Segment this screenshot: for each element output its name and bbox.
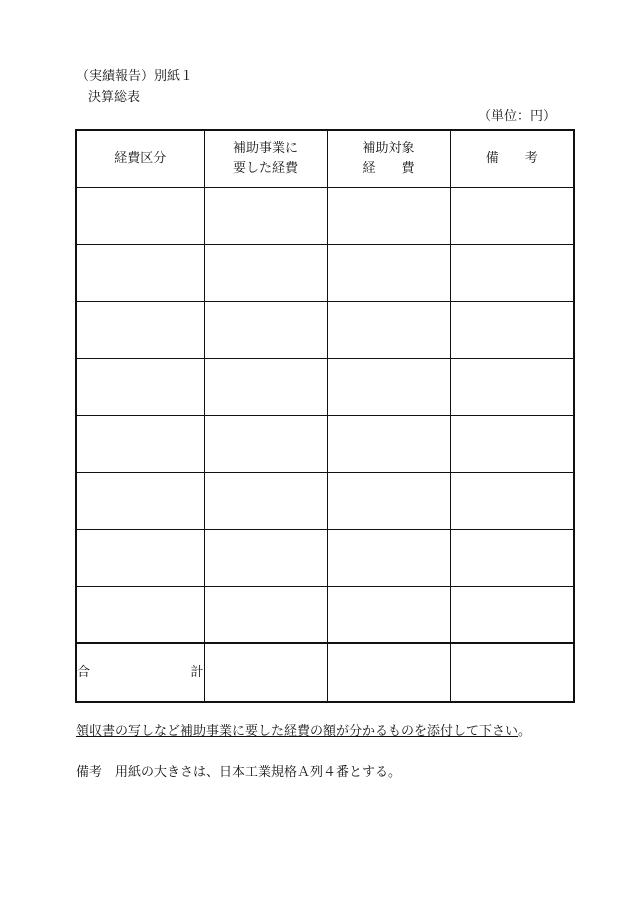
- attachment-note-text: 領収書の写しなど補助事業に要した経費の額が分かるものを添付して下さい: [76, 724, 519, 739]
- eligible-expenses-cell[interactable]: [327, 301, 450, 358]
- expense-category-cell[interactable]: [76, 187, 204, 244]
- column-header-label: 経費区分: [114, 150, 167, 166]
- project-expenses-cell[interactable]: [204, 586, 327, 643]
- total-project-expenses-cell[interactable]: [204, 643, 327, 702]
- eligible-expenses-cell[interactable]: [327, 586, 450, 643]
- unit-label: （単位：円）: [478, 109, 557, 124]
- expense-category-cell[interactable]: [76, 244, 204, 301]
- project-expenses-cell[interactable]: [204, 472, 327, 529]
- settlement-summary-table: [75, 129, 575, 703]
- total-label-cell: [76, 643, 204, 702]
- total-label-right: 計: [190, 664, 204, 680]
- attachment-note: [76, 724, 518, 740]
- remarks-cell[interactable]: [450, 244, 574, 301]
- remarks-cell[interactable]: [450, 301, 574, 358]
- document-label: （実績報告）別紙１: [76, 69, 194, 84]
- expense-category-cell[interactable]: [76, 529, 204, 586]
- project-expenses-cell[interactable]: [204, 415, 327, 472]
- attachment-note-end: [518, 724, 531, 740]
- total-row: [76, 643, 574, 702]
- expense-category-cell[interactable]: [76, 358, 204, 415]
- total-remarks-cell[interactable]: [450, 643, 574, 702]
- table-row: [76, 415, 574, 472]
- remarks-cell[interactable]: [450, 358, 574, 415]
- table-row: [76, 187, 574, 244]
- document-title: 決算総表: [88, 90, 141, 105]
- column-header-remarks: [450, 130, 574, 187]
- column-header-label: 補助事業に 要した経費: [232, 140, 298, 176]
- table-row: [76, 244, 574, 301]
- remarks-cell[interactable]: [450, 415, 574, 472]
- column-header-eligible-expenses: [327, 130, 450, 187]
- table-row: [76, 358, 574, 415]
- remarks-cell[interactable]: [450, 586, 574, 643]
- project-expenses-cell[interactable]: [204, 529, 327, 586]
- remarks-cell[interactable]: [450, 472, 574, 529]
- column-header-label: 備 考: [485, 150, 538, 166]
- expense-category-cell[interactable]: [76, 301, 204, 358]
- table-row: [76, 301, 574, 358]
- header-row: [76, 130, 574, 187]
- column-header-label: 補助対象 経 費: [362, 140, 415, 176]
- expense-category-cell[interactable]: [76, 415, 204, 472]
- project-expenses-cell[interactable]: [204, 244, 327, 301]
- table-row: [76, 586, 574, 643]
- remarks-cell[interactable]: [450, 529, 574, 586]
- total-eligible-expenses-cell[interactable]: [327, 643, 450, 702]
- total-label-left: 合: [77, 664, 91, 680]
- expense-category-cell[interactable]: [76, 586, 204, 643]
- attachment-note-period: 。: [518, 724, 532, 739]
- eligible-expenses-cell[interactable]: [327, 244, 450, 301]
- table-row: [76, 529, 574, 586]
- project-expenses-cell[interactable]: [204, 358, 327, 415]
- project-expenses-cell[interactable]: [204, 301, 327, 358]
- eligible-expenses-cell[interactable]: [327, 472, 450, 529]
- table-body: [76, 187, 574, 702]
- eligible-expenses-cell[interactable]: [327, 187, 450, 244]
- column-header-expense-category: [76, 130, 204, 187]
- column-header-project-expenses: [204, 130, 327, 187]
- eligible-expenses-cell[interactable]: [327, 415, 450, 472]
- project-expenses-cell[interactable]: [204, 187, 327, 244]
- eligible-expenses-cell[interactable]: [327, 358, 450, 415]
- remarks-note: 備考 用紙の大きさは、日本工業規格Ａ列４番とする。: [76, 765, 402, 780]
- expense-category-cell[interactable]: [76, 472, 204, 529]
- remarks-cell[interactable]: [450, 187, 574, 244]
- table-row: [76, 472, 574, 529]
- eligible-expenses-cell[interactable]: [327, 529, 450, 586]
